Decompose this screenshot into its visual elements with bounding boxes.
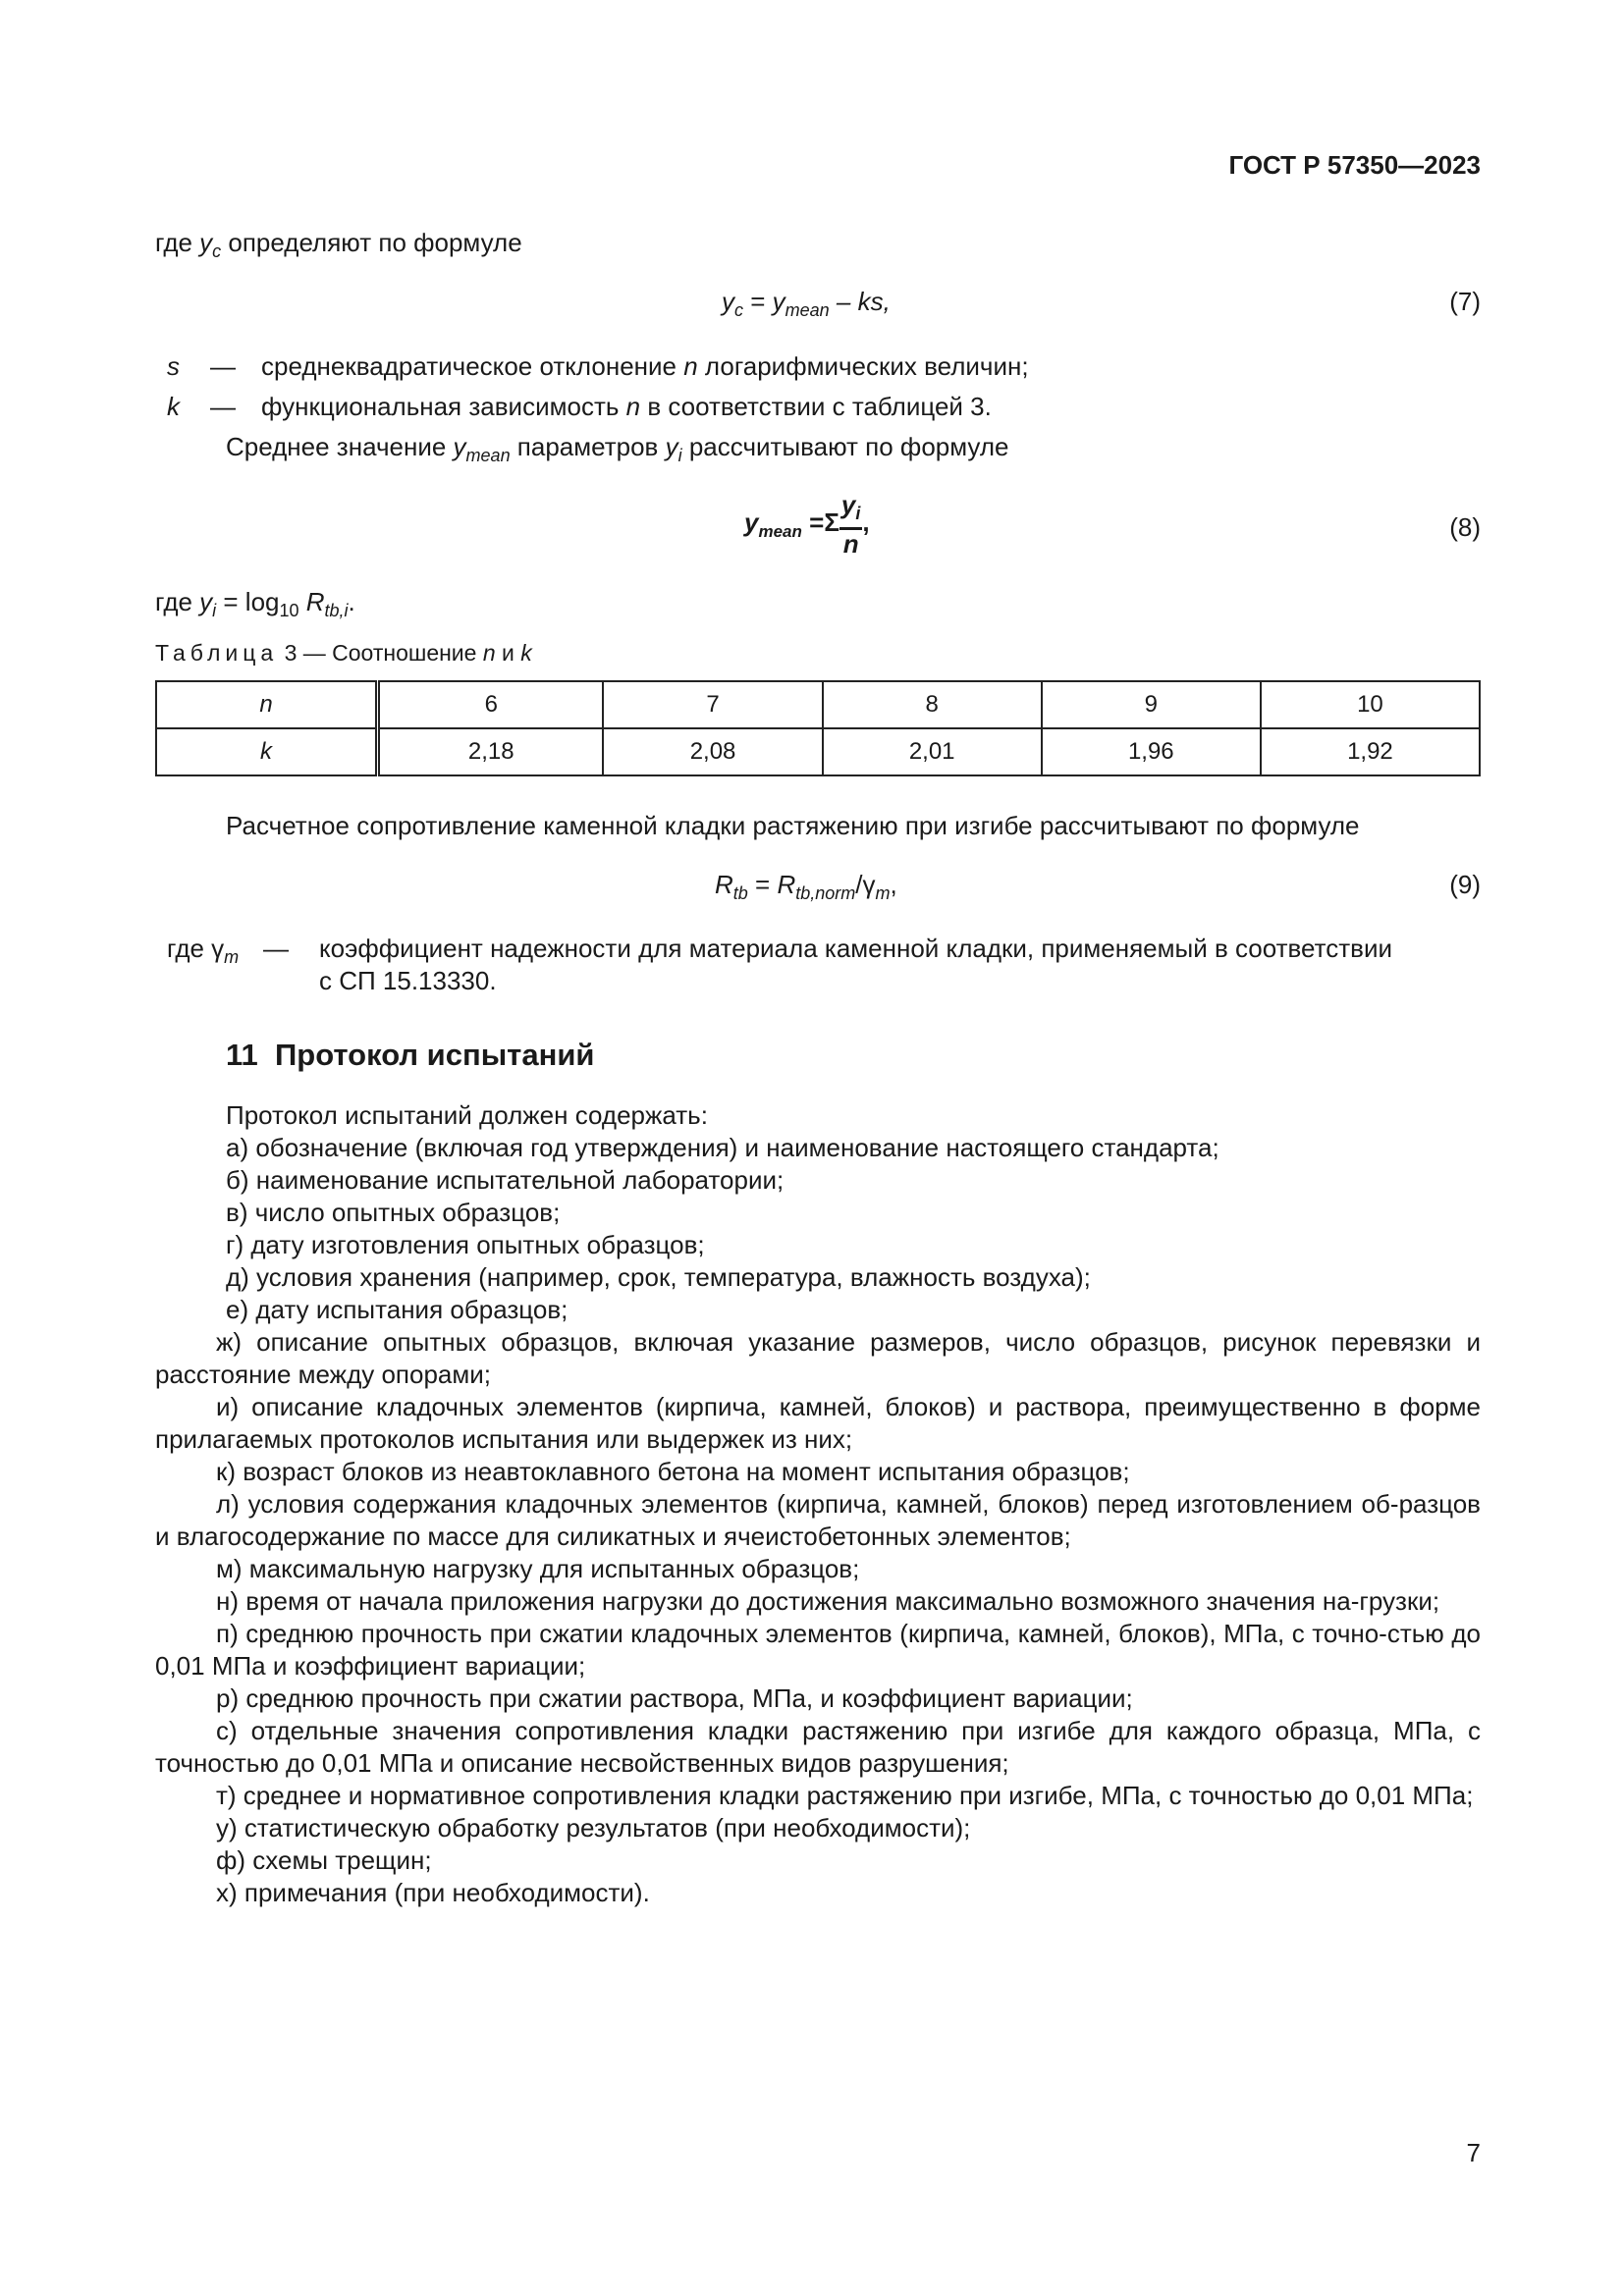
list-item: ж) описание опытных образцов, включая указание размеров, число образцов, рисунок перевязки и расстояние между опорами; bbox=[155, 1327, 1481, 1389]
formula-8: $y_{mean} =\Sigma$ $\frac{y_i}{n}$ , bbox=[744, 490, 870, 559]
list-item: е) дату испытания образцов; bbox=[226, 1295, 568, 1324]
section-heading: 11 Протокол испытаний bbox=[226, 1038, 595, 1072]
table-cell: k bbox=[156, 728, 378, 775]
list-item: с) отдельные значения сопротивления кладки растяжению при изгибе для каждого образца, МПа, с точностью до 0,01 МПа и описание несвойственных видов разрушения; bbox=[155, 1716, 1481, 1778]
list-item: б) наименование испытательной лаборатории; bbox=[226, 1165, 785, 1195]
def-s-text: среднеквадратическое отклонение n логарифмических величин; bbox=[261, 351, 1029, 381]
list-item: и) описание кладочных элементов (кирпича, камней, блоков) и раствора, преимущественно в форме прилагаемых протоколов испытания или выдержек из них; bbox=[155, 1392, 1481, 1454]
protocol-list bbox=[155, 1099, 1481, 1909]
list-item: х) примечания (при необходимости). bbox=[216, 1878, 650, 1907]
table-cell: 1,92 bbox=[1261, 728, 1480, 775]
n-k-table bbox=[155, 680, 1481, 776]
yi-definition: где $y_i = \log_{10} R_{tb,i}$. bbox=[155, 587, 355, 620]
table-cell: 1,96 bbox=[1042, 728, 1261, 775]
gamma-symbol: где $\gamma_m$ bbox=[167, 934, 240, 967]
table-cell: 2,08 bbox=[603, 728, 822, 775]
page-number: 7 bbox=[1466, 2138, 1481, 2167]
list-item: п) среднюю прочность при сжатии кладочных элементов (кирпича, камней, блоков), МПа, с точно-стью до 0,01 МПа и коэффициент вариации; bbox=[155, 1619, 1481, 1681]
def-s-symbol: s bbox=[167, 351, 180, 381]
list-item: р) среднюю прочность при сжатии раствора, МПа, и коэффициент вариации; bbox=[216, 1683, 1133, 1713]
list-item: м) максимальную нагрузку для испытанных образцов; bbox=[216, 1554, 860, 1583]
formula-8-number: (8) bbox=[1449, 512, 1481, 542]
list-item: к) возраст блоков из неавтоклавного бетона на момент испытания образцов; bbox=[216, 1457, 1130, 1486]
document-designation: ГОСТ Р 57350—2023 bbox=[1228, 150, 1481, 180]
table-cell: 2,01 bbox=[823, 728, 1042, 775]
table-cell: 7 bbox=[603, 681, 822, 728]
table-cell: 6 bbox=[378, 681, 604, 728]
list-item: ф) схемы трещин; bbox=[216, 1845, 432, 1875]
def-k-symbol: k bbox=[167, 392, 180, 421]
table-caption: Таблица 3 — Соотношение n и k bbox=[155, 640, 532, 666]
table-cell: 8 bbox=[823, 681, 1042, 728]
formula-7-number: (7) bbox=[1449, 287, 1481, 316]
gamma-text-line2: с СП 15.13330. bbox=[319, 966, 497, 995]
list-item: т) среднее и нормативное сопротивления кладки растяжению при изгибе, МПа, с точностью до 0,01 МПа; bbox=[216, 1781, 1474, 1810]
table-cell: 2,18 bbox=[378, 728, 604, 775]
gamma-dash: — bbox=[263, 934, 289, 963]
list-item: у) статистическую обработку результатов (при необходимости); bbox=[216, 1813, 971, 1842]
table-cell: 9 bbox=[1042, 681, 1261, 728]
list-item: л) условия содержания кладочных элементов (кирпича, камней, блоков) перед изготовлением об-разцов и влагосодержание по массе для силикатных и ячеистобетонных элементов; bbox=[155, 1489, 1481, 1551]
formula-8-fraction: $\frac{y_i}{n}$ bbox=[840, 490, 861, 559]
def-k-text: функциональная зависимость n в соответствии с таблицей 3. bbox=[261, 392, 992, 421]
formula-9-number: (9) bbox=[1449, 870, 1481, 899]
list-item: н) время от начала приложения нагрузки до достижения максимально возможного значения на-грузки; bbox=[216, 1586, 1440, 1616]
table-cell: n bbox=[156, 681, 378, 728]
intro-line: где $y_c$ определяют по формуле bbox=[155, 228, 522, 261]
gamma-text-line1: коэффициент надежности для материала каменной кладки, применяемый в соответствии bbox=[319, 934, 1393, 963]
list-item: а) обозначение (включая год утверждения) и наименование настоящего стандарта; bbox=[226, 1133, 1219, 1162]
list-item: в) число опытных образцов; bbox=[226, 1198, 561, 1227]
protocol-intro: Протокол испытаний должен содержать: bbox=[226, 1100, 708, 1130]
table-row-n bbox=[156, 681, 1480, 728]
def-k-dash: — bbox=[210, 392, 236, 421]
formula-7: $y_c = y_{mean}$ – ks, bbox=[722, 287, 891, 320]
mean-line: Среднее значение $y_{mean}$ параметров $y_i$ рассчитывают по формуле bbox=[226, 432, 1009, 465]
formula-9: $R_{tb} = R_{tb,norm}/\gamma_m$, bbox=[715, 870, 897, 903]
table-row-k bbox=[156, 728, 1480, 775]
calc-line: Расчетное сопротивление каменной кладки растяжению при изгибе рассчитывают по формуле bbox=[226, 811, 1360, 840]
list-item: г) дату изготовления опытных образцов; bbox=[226, 1230, 705, 1259]
def-s-dash: — bbox=[210, 351, 236, 381]
table-cell: 10 bbox=[1261, 681, 1480, 728]
list-item: д) условия хранения (например, срок, температура, влажность воздуха); bbox=[226, 1262, 1091, 1292]
